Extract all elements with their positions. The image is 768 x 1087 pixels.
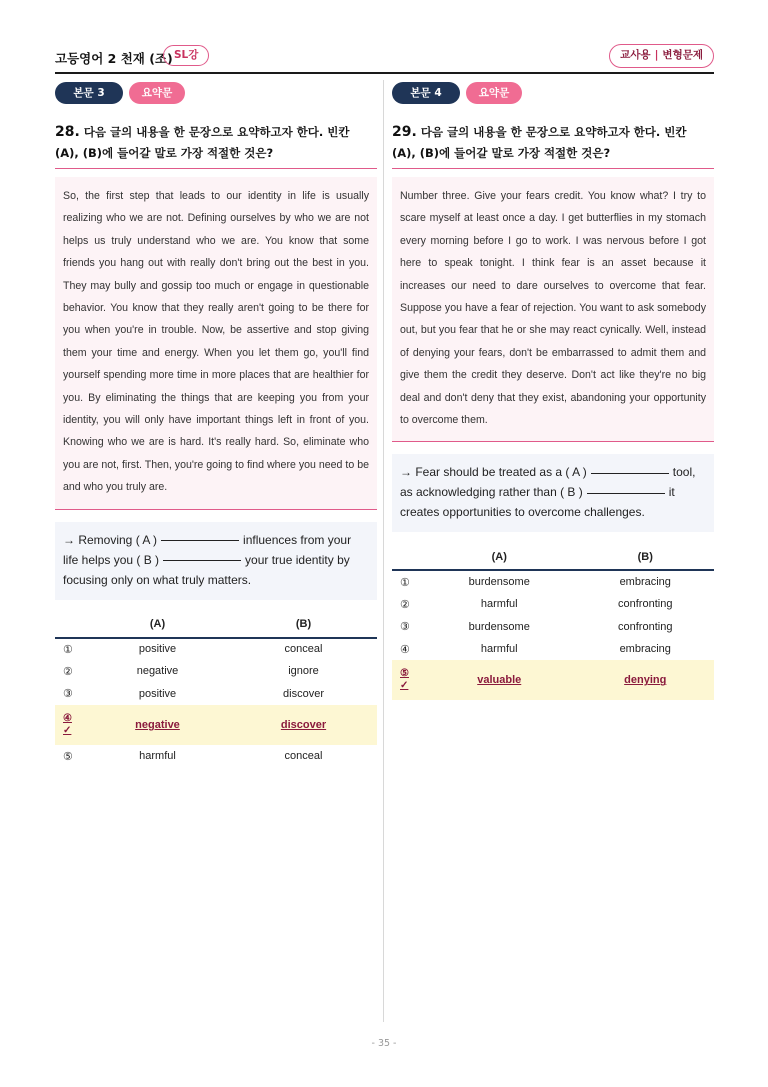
summary-part-3: it creates opportunities to overcome challenges. xyxy=(400,485,675,520)
option-number: ① xyxy=(63,643,73,656)
page-number: - 35 - xyxy=(371,1038,397,1049)
option-b: conceal xyxy=(284,750,323,763)
option-b: confronting xyxy=(618,620,673,633)
header-rule xyxy=(55,72,714,74)
option-number: ② xyxy=(400,598,410,611)
option-a: harmful xyxy=(139,750,176,763)
reading-passage: So, the first step that leads to our identity in life is usually realizing who we are not. Defining ourselves by who we are not helps us truly understand who we are. You know that some friends you hang out with really don't bring out the best in you. They may bully and gossip too much or engage in questionable behavior. You know that they really aren't going to be there for you when you're in trouble. Now, be assertive and stop giving them your time and energy. When you let them go, you'll find yourself spending more time in more places that are healthier for you. By eliminating the things that are keeping you from your identity, you will only have important things left in front of you. Knowing who we are is hard. It's really hard. So, eliminate who you are not, first. Then, you're going to find where you need to be and who you truly are. xyxy=(55,177,377,510)
summary-part-1: → Fear should be treated as a ( A ) xyxy=(400,465,587,480)
lesson-badge: SL강 xyxy=(163,45,209,66)
option-number: ④ xyxy=(400,643,410,656)
option-row-5[interactable] xyxy=(55,745,377,768)
option-a: negative xyxy=(85,705,230,745)
option-number xyxy=(55,705,85,745)
option-b: confronting xyxy=(618,598,673,611)
option-number-label: ④ xyxy=(63,713,72,725)
col-a-header: (A) xyxy=(85,612,230,638)
option-b: discover xyxy=(283,687,324,700)
option-row-3[interactable] xyxy=(392,615,714,638)
option-a: valuable xyxy=(422,660,576,700)
option-a: harmful xyxy=(480,643,518,656)
option-number: ① xyxy=(400,576,410,589)
option-row-4-correct[interactable] xyxy=(55,705,377,745)
col-b-header: (B) xyxy=(576,544,714,570)
edition-separator: | xyxy=(654,49,659,61)
option-row-1[interactable] xyxy=(55,638,377,661)
page-header xyxy=(55,44,714,74)
question-tags xyxy=(55,82,377,104)
option-row-5-correct[interactable] xyxy=(392,660,714,700)
num-header xyxy=(55,612,85,638)
question-prompt xyxy=(55,122,377,169)
edition-type: 변형문제 xyxy=(662,49,703,61)
summary-part-2: influences from your life helps you ( B ) xyxy=(63,532,352,567)
option-row-2[interactable] xyxy=(392,593,714,616)
edition-badge xyxy=(609,44,714,68)
question-number: 28. xyxy=(55,124,80,140)
question-prompt xyxy=(392,122,714,169)
question-29-column xyxy=(392,82,714,700)
option-b: ignore xyxy=(288,665,319,678)
col-a-header: (A) xyxy=(422,544,576,570)
blank-a xyxy=(161,540,239,541)
option-row-2[interactable] xyxy=(55,660,377,683)
option-b: embracing xyxy=(619,576,671,589)
question-text: 다음 글의 내용을 한 문장으로 요약하고자 한다. 빈칸 (A), (B)에 들어갈 말로 가장 적절한 것은? xyxy=(55,125,350,160)
option-b: denying xyxy=(576,660,714,700)
book-title: 고등영어 2 천재 (조) xyxy=(55,51,173,66)
edition-label: 교사용 xyxy=(620,49,651,61)
blank-b xyxy=(587,493,665,494)
type-tag: 요약문 xyxy=(129,82,185,104)
question-text: 다음 글의 내용을 한 문장으로 요약하고자 한다. 빈칸 (A), (B)에 들어갈 말로 가장 적절한 것은? xyxy=(392,125,687,160)
reading-passage: Number three. Give your fears credit. You know what? I try to scare myself at least once a day. I get butterflies in my stomach every morning before I go to work. I was nervous before I got here to speak tonight. I think fear is an asset because it increases our need to dare ourselves to overcome that fear. Suppose you have a fear of rejection. You want to ask somebody out, but you fear that he or she may react cynically. Well, instead of denying your fears, don't be embarrassed to admit them and give them the credit they deserve. Don't act like they're no big deal and don't deny that they exist, abandoning your opportunity to overcome them. xyxy=(392,177,714,442)
options-header-row xyxy=(55,612,377,638)
option-a: burdensome xyxy=(468,620,530,633)
summary-part-1: → Removing ( A ) xyxy=(63,532,158,547)
question-28-column xyxy=(55,82,377,768)
question-number: 29. xyxy=(392,124,417,140)
option-number: ③ xyxy=(63,688,73,701)
option-row-1[interactable] xyxy=(392,570,714,593)
answer-options-table xyxy=(392,544,714,700)
option-b: conceal xyxy=(284,643,323,656)
answer-options-table xyxy=(55,612,377,768)
option-number: ⑤ xyxy=(63,750,73,763)
option-row-3[interactable] xyxy=(55,683,377,706)
type-tag: 요약문 xyxy=(466,82,522,104)
option-a: negative xyxy=(136,665,179,678)
option-a: positive xyxy=(138,687,177,700)
blank-b xyxy=(163,560,241,561)
summary-part-3: your true identity by focusing only on what truly matters. xyxy=(63,552,350,587)
option-number: ③ xyxy=(400,621,410,634)
question-tags xyxy=(392,82,714,104)
summary-part-2: tool, as acknowledging rather than ( B ) xyxy=(400,465,696,500)
option-number-label: ⑤ xyxy=(400,668,409,680)
section-tag: 본문 3 xyxy=(55,82,123,104)
option-number xyxy=(392,660,422,700)
option-b: embracing xyxy=(619,643,671,656)
option-number: ② xyxy=(63,665,73,678)
summary-sentence xyxy=(392,454,714,532)
check-icon: ✓ xyxy=(400,680,409,692)
options-header-row xyxy=(392,544,714,570)
column-divider xyxy=(383,80,384,1022)
summary-sentence xyxy=(55,522,377,600)
option-row-4[interactable] xyxy=(392,638,714,661)
option-a: harmful xyxy=(480,598,518,611)
option-a: burdensome xyxy=(468,576,530,589)
num-header xyxy=(392,544,422,570)
blank-a xyxy=(591,473,669,474)
section-tag: 본문 4 xyxy=(392,82,460,104)
option-a: positive xyxy=(138,643,177,656)
option-b: discover xyxy=(230,705,377,745)
col-b-header: (B) xyxy=(230,612,377,638)
check-icon: ✓ xyxy=(63,725,72,737)
